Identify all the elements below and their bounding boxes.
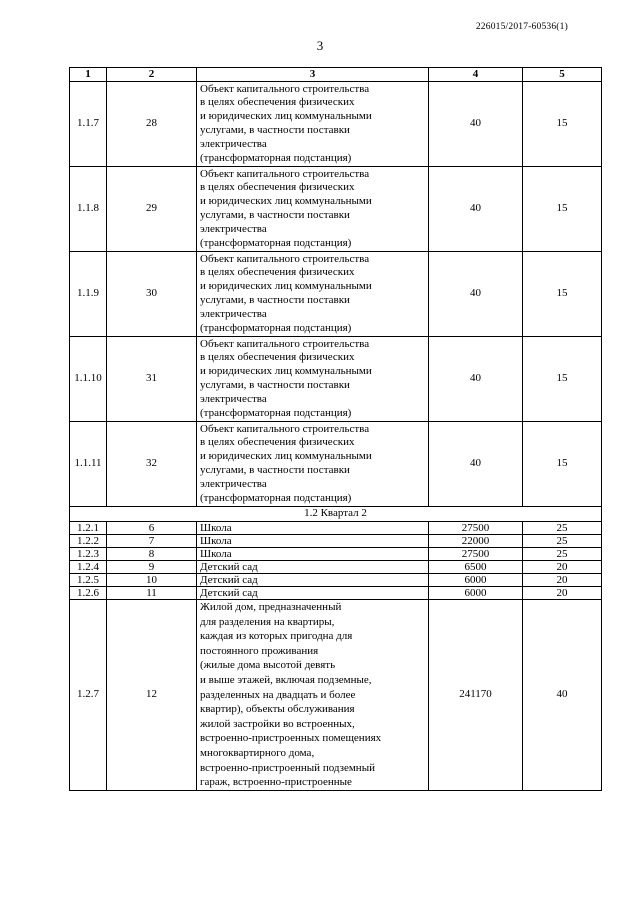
description-line: и юридических лиц коммунальными [200, 195, 372, 208]
plot-number: 8 [107, 548, 197, 561]
description-line: для разделения на квартиры, [200, 615, 335, 628]
column-4-value: 27500 [429, 522, 523, 535]
column-5-value: 15 [523, 82, 602, 167]
object-description [197, 167, 429, 252]
plot-number: 6 [107, 522, 197, 535]
description-line: (трансформаторная подстанция) [200, 491, 352, 504]
section-row [70, 507, 602, 522]
item-number: 1.1.9 [70, 252, 107, 337]
column-4-value: 40 [429, 252, 523, 337]
description-line: услугами, в частности поставки [200, 294, 350, 306]
data-table [69, 67, 602, 791]
object-description: Школа [197, 548, 429, 561]
description-line: (трансформаторная подстанция) [200, 236, 352, 249]
description-line: и юридических лиц коммунальными [200, 365, 372, 378]
table-header-row [70, 68, 602, 82]
description-line: встроенно-пристроенный подземный [200, 761, 375, 774]
description-line: каждая из которых пригодна для [200, 630, 353, 643]
description-line: электричества [200, 137, 267, 150]
object-description [197, 600, 429, 791]
table-row [70, 587, 602, 600]
column-4-value: 22000 [429, 535, 523, 548]
item-number: 1.2.4 [70, 561, 107, 574]
object-description [197, 252, 429, 337]
table-row [70, 337, 602, 422]
table-row [70, 422, 602, 507]
description-line: разделенных на двадцать и более [200, 688, 356, 701]
plot-number: 30 [107, 252, 197, 337]
description-line: Объект капитального строительства [200, 337, 370, 350]
description-line: (трансформаторная подстанция) [200, 321, 352, 334]
item-number: 1.2.5 [70, 574, 107, 587]
column-5-value: 25 [523, 548, 602, 561]
table-row [70, 252, 602, 337]
column-5-value: 15 [523, 422, 602, 507]
item-number: 1.2.7 [70, 600, 107, 791]
item-number: 1.1.7 [70, 82, 107, 167]
description-line: электричества [200, 222, 267, 235]
column-4-value: 6500 [429, 561, 523, 574]
plot-number: 28 [107, 82, 197, 167]
description-line: в целях обеспечения физических [200, 351, 355, 364]
column-5-value: 15 [523, 252, 602, 337]
plot-number: 32 [107, 422, 197, 507]
column-5-value: 20 [523, 587, 602, 600]
description-line: (трансформаторная подстанция) [200, 151, 352, 164]
description-line: гараж, встроенно-пристроенные [200, 776, 352, 789]
description-line: постоянного проживания [200, 644, 319, 657]
description-line: и юридических лиц коммунальными [200, 280, 372, 293]
column-4-value: 6000 [429, 574, 523, 587]
description-line: в целях обеспечения физических [200, 436, 355, 449]
plot-number: 11 [107, 587, 197, 600]
description-line: квартир), объекты обслуживания [200, 703, 355, 716]
column-5-value: 20 [523, 561, 602, 574]
plot-number: 10 [107, 574, 197, 587]
table-row [70, 535, 602, 548]
description-line: (жилые дома высотой девять [200, 659, 336, 672]
description-line: Объект капитального строительства [200, 422, 370, 435]
description-line: Жилой дом, предназначенный [200, 601, 342, 613]
description-line: услугами, в частности поставки [200, 464, 350, 476]
description-line: услугами, в частности поставки [200, 209, 350, 221]
description-line: электричества [200, 477, 267, 490]
description-line: (трансформаторная подстанция) [200, 406, 352, 419]
item-number: 1.1.8 [70, 167, 107, 252]
description-line: Объект капитального строительства [200, 252, 370, 265]
description-line: и юридических лиц коммунальными [200, 110, 372, 123]
item-number: 1.1.10 [70, 337, 107, 422]
description-line: услугами, в частности поставки [200, 124, 350, 136]
column-4-value: 6000 [429, 587, 523, 600]
plot-number: 9 [107, 561, 197, 574]
page-number: 3 [316, 38, 324, 53]
column-4-value: 40 [429, 167, 523, 252]
column-5-value: 20 [523, 574, 602, 587]
item-number: 1.2.6 [70, 587, 107, 600]
table-row [70, 522, 602, 535]
column-5-value: 15 [523, 337, 602, 422]
document-code: 226015/2017-60536(1) [475, 22, 568, 32]
table-row [70, 574, 602, 587]
column-4-value: 27500 [429, 548, 523, 561]
column-4-value: 40 [429, 337, 523, 422]
description-line: жилой застройки во встроенных, [200, 717, 355, 730]
table-body [70, 68, 602, 791]
table-row [70, 548, 602, 561]
object-description: Школа [197, 535, 429, 548]
table-row [70, 600, 602, 791]
column-5-value: 15 [523, 167, 602, 252]
description-line: услугами, в частности поставки [200, 379, 350, 391]
plot-number: 29 [107, 167, 197, 252]
object-description: Детский сад [197, 574, 429, 587]
plot-number: 31 [107, 337, 197, 422]
description-line: в целях обеспечения физических [200, 181, 355, 194]
description-line: электричества [200, 307, 267, 320]
description-line: и выше этажей, включая подземные, [200, 673, 372, 686]
column-5-value: 40 [523, 600, 602, 791]
table-row [70, 561, 602, 574]
description-line: многоквартирного дома, [200, 746, 315, 759]
section-title: 1.2 Квартал 2 [70, 507, 602, 522]
item-number: 1.2.2 [70, 535, 107, 548]
plot-number: 12 [107, 600, 197, 791]
table-row [70, 167, 602, 252]
description-line: и юридических лиц коммунальными [200, 450, 372, 463]
object-description [197, 82, 429, 167]
plot-number: 7 [107, 535, 197, 548]
table-row [70, 82, 602, 167]
object-description: Детский сад [197, 561, 429, 574]
column-5-value: 25 [523, 535, 602, 548]
column-header: 1 [70, 68, 107, 82]
object-description: Детский сад [197, 587, 429, 600]
object-description [197, 422, 429, 507]
description-line: в целях обеспечения физических [200, 266, 355, 279]
item-number: 1.2.1 [70, 522, 107, 535]
column-4-value: 241170 [429, 600, 523, 791]
column-header: 2 [107, 68, 197, 82]
object-description: Школа [197, 522, 429, 535]
item-number: 1.1.11 [70, 422, 107, 507]
column-4-value: 40 [429, 82, 523, 167]
object-description [197, 337, 429, 422]
description-line: в целях обеспечения физических [200, 96, 355, 109]
item-number: 1.2.3 [70, 548, 107, 561]
column-header: 3 [197, 68, 429, 82]
description-line: Объект капитального строительства [200, 167, 370, 180]
description-line: Объект капитального строительства [200, 82, 370, 95]
description-line: встроенно-пристроенных помещениях [200, 732, 382, 745]
column-header: 5 [523, 68, 602, 82]
description-line: электричества [200, 392, 267, 405]
column-5-value: 25 [523, 522, 602, 535]
column-header: 4 [429, 68, 523, 82]
column-4-value: 40 [429, 422, 523, 507]
